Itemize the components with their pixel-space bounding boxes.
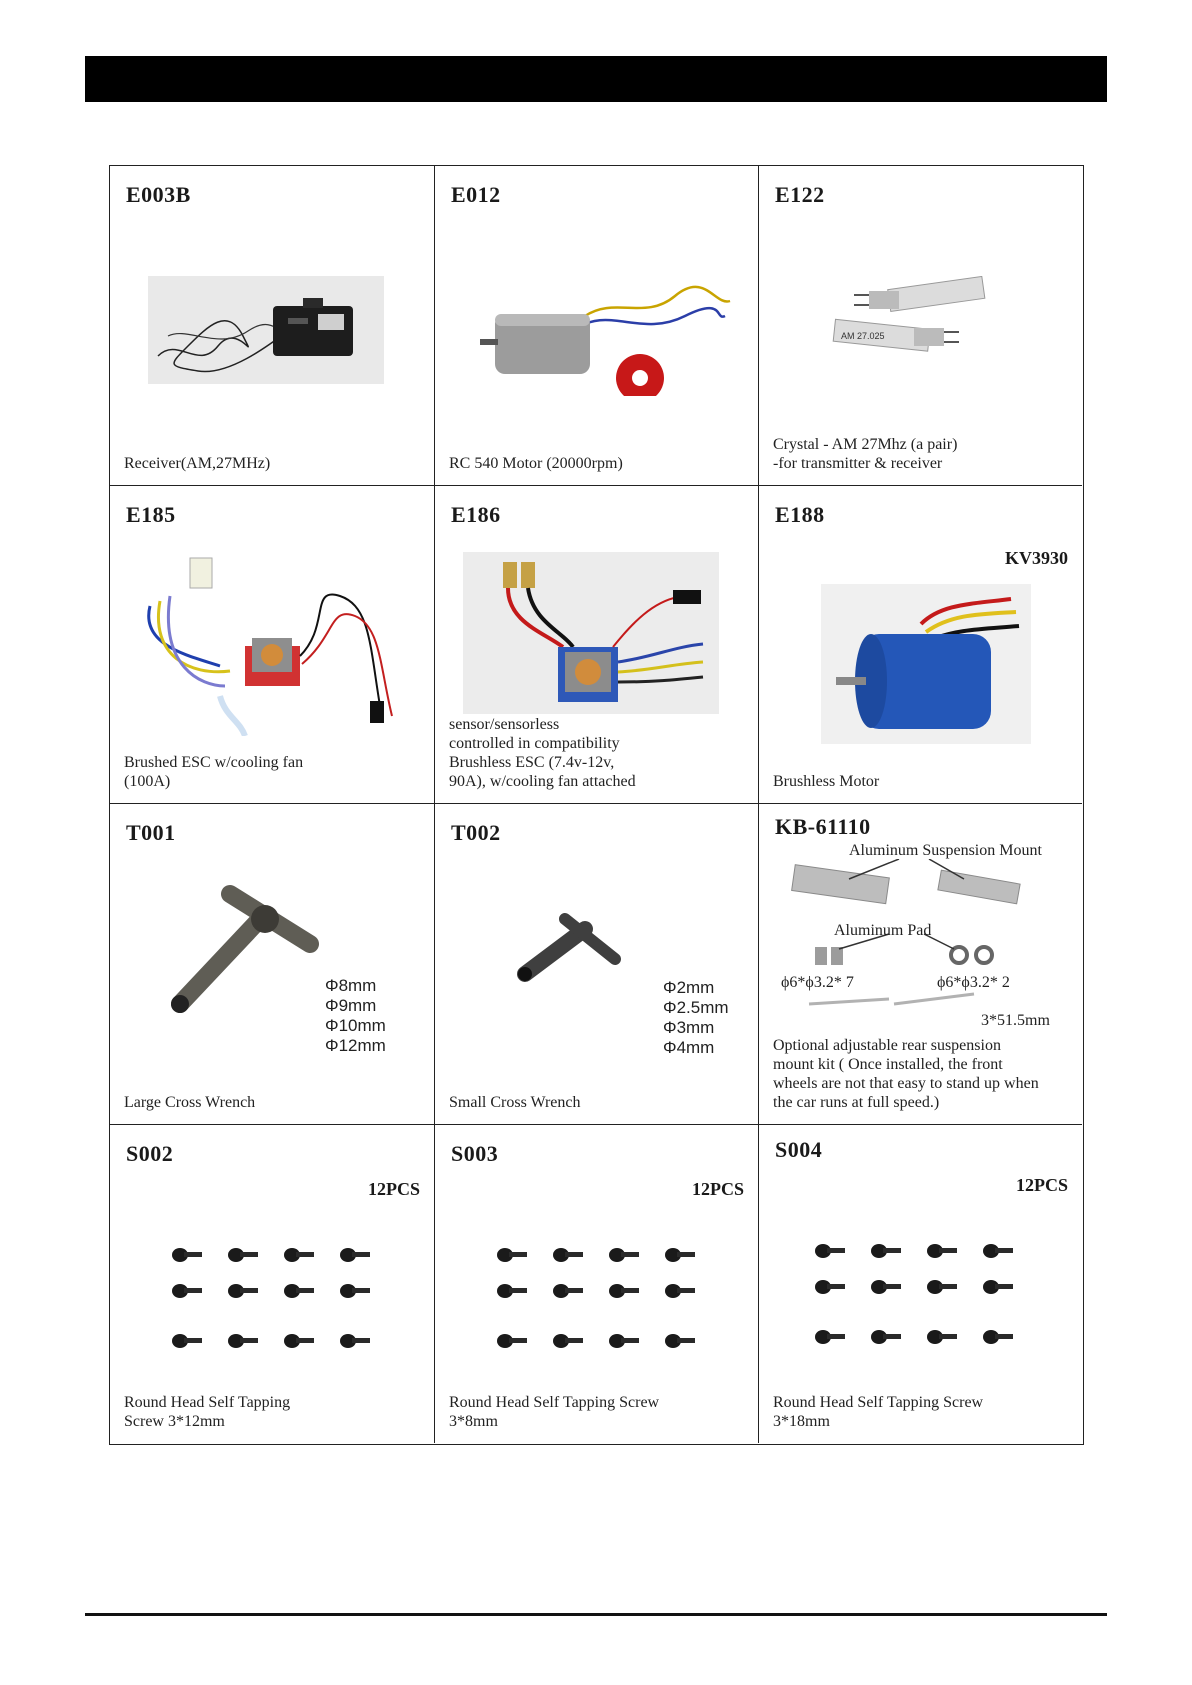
part-cell-e003b [110,166,435,486]
screw-icon [815,1280,845,1294]
brushed-esc-image [130,546,415,736]
screws-image [803,1229,1043,1369]
part-code: E122 [775,182,825,207]
part-code: E188 [775,502,825,527]
screws-image [160,1233,400,1373]
part-description: Round Head Self Tapping Screw 3*18mm [773,1394,984,1430]
quantity-badge: 12PCS [691,1179,744,1199]
screw-icon [497,1248,527,1262]
screw-icon [172,1248,202,1262]
screw-icon [815,1330,845,1344]
screw-icon [553,1284,583,1298]
quantity-badge: 12PCS [367,1179,420,1199]
part-cell-kb61110 [759,804,1082,1125]
screw-icon [815,1244,845,1258]
pad-size-right: ϕ6*ϕ3.2* 2 [937,974,1010,991]
header-bar [85,56,1107,102]
screw-icon [871,1330,901,1344]
part-description: Optional adjustable rear suspension mount kit ( Once installed, the front wheels are not that easy to stand up when the car runs at full speed.) [773,1037,1039,1111]
screw-icon [871,1280,901,1294]
part-code: S004 [775,1137,823,1162]
part-description: Small Cross Wrench [449,1094,581,1111]
part-description: Receiver(AM,27MHz) [124,455,271,472]
screw-icon [871,1244,901,1258]
part-cell-s002 [110,1125,435,1443]
part-description: Brushed ESC w/cooling fan (100A) [124,754,304,790]
quantity-badge: 12PCS [1015,1175,1068,1195]
screw-icon [172,1334,202,1348]
receiver-image [148,276,384,384]
crystal-image [829,276,1009,376]
screw-icon [665,1284,695,1298]
part-cell-e122 [759,166,1082,486]
screw-icon [983,1244,1013,1258]
part-description: Round Head Self Tapping Screw 3*8mm [449,1394,660,1430]
screw-icon [553,1334,583,1348]
screw-icon [927,1280,957,1294]
small-cross-wrench-image [505,904,645,994]
brushless-motor-image [821,584,1031,744]
screw-icon [609,1334,639,1348]
part-code: S002 [126,1141,174,1166]
part-code: E186 [451,502,501,527]
screw-icon [340,1334,370,1348]
screw-icon [284,1284,314,1298]
screw-icon [284,1248,314,1262]
part-cell-t001 [110,804,435,1125]
screw-icon [228,1284,258,1298]
part-code: KB-61110 [775,814,871,839]
part-description: RC 540 Motor (20000rpm) [449,455,623,472]
screw-icon [172,1284,202,1298]
part-cell-e188 [759,486,1082,804]
motor-image [475,276,735,396]
screw-icon [983,1280,1013,1294]
screw-icon [284,1334,314,1348]
mount-label: Aluminum Suspension Mount [849,842,1042,859]
brushless-esc-image [463,552,719,714]
part-description: Brushless Motor [773,773,880,790]
kv-badge: KV3930 [1005,548,1068,568]
part-cell-e186 [435,486,759,804]
pad-size-left: ϕ6*ϕ3.2* 7 [781,974,854,991]
footer-rule [85,1613,1107,1616]
part-description: Round Head Self Tapping Screw 3*12mm [124,1394,291,1430]
part-cell-s004 [759,1125,1082,1443]
part-code: E012 [451,182,501,207]
parts-table [109,165,1084,1445]
part-description: Large Cross Wrench [124,1094,256,1111]
suspension-kit-image [779,859,1069,1029]
crystal-label-text: AM 27.025 [841,331,885,341]
part-code: S003 [451,1141,499,1166]
large-cross-wrench-image [160,874,350,1024]
part-cell-t002 [435,804,759,1125]
screw-icon [553,1248,583,1262]
screw-icon [609,1284,639,1298]
screw-icon [228,1248,258,1262]
screw-icon [340,1248,370,1262]
part-cell-e185 [110,486,435,804]
screw-icon [665,1248,695,1262]
screw-icon [609,1248,639,1262]
pad-label: Aluminum Pad [834,922,932,939]
part-code: T002 [451,820,501,845]
part-cell-e012 [435,166,759,486]
part-description: sensor/sensorless controlled in compatibility Brushless ESC (7.4v-12v, 90A), w/cooling fan attached [449,716,636,790]
screw-icon [927,1330,957,1344]
rod-size: 3*51.5mm [981,1012,1050,1029]
screw-icon [497,1334,527,1348]
wrench-size-list: Φ8mm Φ9mm Φ10mm Φ12mm [325,976,386,1055]
part-code: E003B [126,182,191,207]
part-code: T001 [126,820,176,845]
part-cell-s003 [435,1125,759,1443]
part-description: Crystal - AM 27Mhz (a pair) -for transmitter & receiver [773,436,958,472]
screw-icon [228,1334,258,1348]
screws-image [485,1233,725,1373]
screw-icon [927,1244,957,1258]
screw-icon [983,1330,1013,1344]
screw-icon [665,1334,695,1348]
screw-icon [340,1284,370,1298]
screw-icon [497,1284,527,1298]
part-code: E185 [126,502,176,527]
wrench-size-list: Φ2mm Φ2.5mm Φ3mm Φ4mm [663,978,729,1057]
